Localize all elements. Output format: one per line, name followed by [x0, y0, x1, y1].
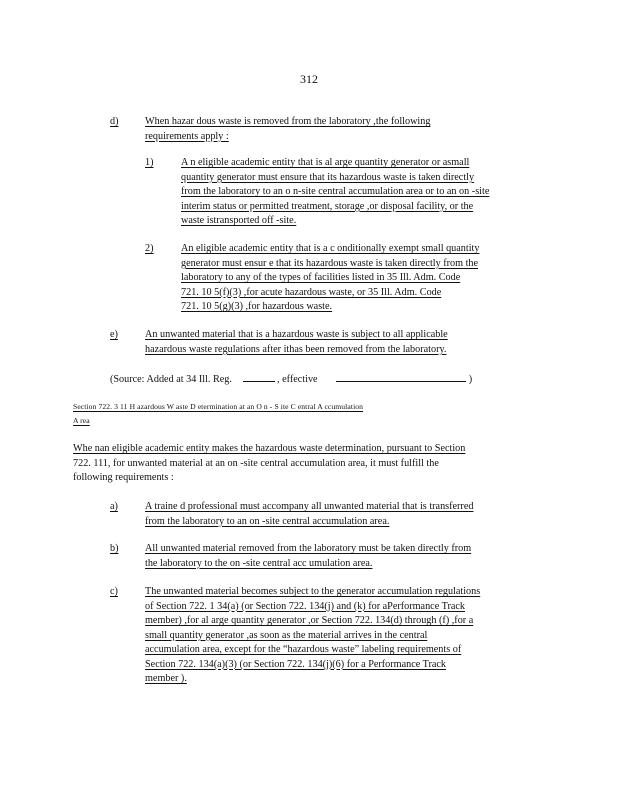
item-d1-text: [181, 156, 526, 229]
item-c-label: c): [110, 586, 118, 597]
item-c-text: [145, 585, 535, 687]
item-a-text: [145, 500, 530, 529]
item-c-line: Section 722. 134(a)(3) (or Section 722. 134(j)(6) for a Performance Track: [145, 658, 447, 670]
item-d2-line: An eligible academic entity that is a c onditionally exempt small quantity: [181, 243, 480, 254]
section-heading-line: Section 722. 3 11 H azardous W aste D etermination at an O n - S ite C entral A ccumulation: [73, 402, 364, 411]
item-e-label: e): [110, 329, 118, 340]
section-heading: [73, 400, 493, 428]
source-note-middle: , effective: [277, 374, 318, 385]
item-d1-line: waste istransported off -site.: [181, 215, 297, 226]
item-c-line: member ).: [145, 673, 187, 684]
item-d2-label: 2): [145, 243, 154, 254]
item-d2-line: laboratory to any of the types of facilities listed in 35 Ill. Adm. Code: [181, 272, 461, 283]
item-a-line: from the laboratory to an on -site central accumulation area.: [145, 515, 390, 527]
item-d1-line: from the laboratory to an o n-site central accumulation area or to an on -site: [181, 186, 490, 197]
item-a-line: A traine d professional must accompany all unwanted material that is transferred: [145, 501, 474, 512]
source-note-prefix: (Source: Added at 34 Ill. Reg.: [110, 374, 232, 385]
item-e-text: [145, 328, 495, 357]
item-b-line: the laboratory to the on -site central acc umulation area.: [145, 557, 373, 569]
item-c-line: small quantity generator ,as soon as the material arrives in the central: [145, 629, 428, 641]
item-b-line: All unwanted material removed from the laboratory must be taken directly from: [145, 543, 472, 554]
item-d1-line: A n eligible academic entity that is al arge quantity generator or asmall: [181, 157, 470, 168]
item-d1-label: 1): [145, 157, 154, 168]
source-note: [110, 371, 490, 388]
item-d-text: [145, 115, 485, 144]
item-d1-line: quantity generator must ensure that its hazardous waste is taken directly: [181, 171, 475, 183]
item-d2-line: generator must ensur e that its hazardous waste is taken directly from the: [181, 257, 479, 269]
item-c-line: of Section 722. 1 34(a) (or Section 722. 134(j) and (k) for aPerformance Track: [145, 600, 465, 612]
intro-paragraph: [73, 442, 533, 486]
item-d2-text: [181, 242, 526, 315]
item-c-line: accumulation area, except for the “hazardous waste” labeling requirements of: [145, 644, 462, 655]
item-b-text: [145, 542, 530, 571]
effective-date-blank: [336, 371, 466, 382]
intro-line: following requirements :: [73, 472, 174, 483]
item-d2-line: 721. 10 5(g)(3) ,for hazardous waste.: [181, 301, 333, 312]
item-c-line: member) ,for al arge quantity generator ,or Section 722. 134(d) through (f) ,for a: [145, 615, 474, 626]
item-e-line: An unwanted material that is a hazardous waste is subject to all applicable: [145, 329, 448, 340]
source-note-suffix: ): [468, 374, 473, 385]
item-d-line: When hazar dous waste is removed from the laboratory ,the following: [145, 116, 431, 127]
section-heading-line: A rea: [73, 416, 90, 425]
intro-line: Whe nan eligible academic entity makes the hazardous waste determination, pursuant to Section: [73, 443, 466, 454]
item-d2-line: 721. 10 5(f)(3) ,for acute hazardous waste, or 35 Ill. Adm. Code: [181, 286, 442, 298]
item-d-line: requirements apply :: [145, 130, 229, 142]
item-e-line: hazardous waste regulations after ithas been removed from the laboratory.: [145, 343, 447, 355]
page-number: 312: [300, 72, 318, 86]
item-c-line: The unwanted material becomes subject to the generator accumulation regulations: [145, 586, 481, 597]
item-d1-line: interim status or permitted treatment, storage ,or disposal facility, or the: [181, 200, 474, 212]
reg-page-blank: [243, 371, 275, 382]
item-a-label: a): [110, 501, 118, 512]
item-b-label: b): [110, 543, 119, 554]
item-d-label: d): [110, 116, 119, 127]
intro-line: 722. 111, for unwanted material at an on -site central accumulation area, it must fulfill the: [73, 457, 439, 469]
